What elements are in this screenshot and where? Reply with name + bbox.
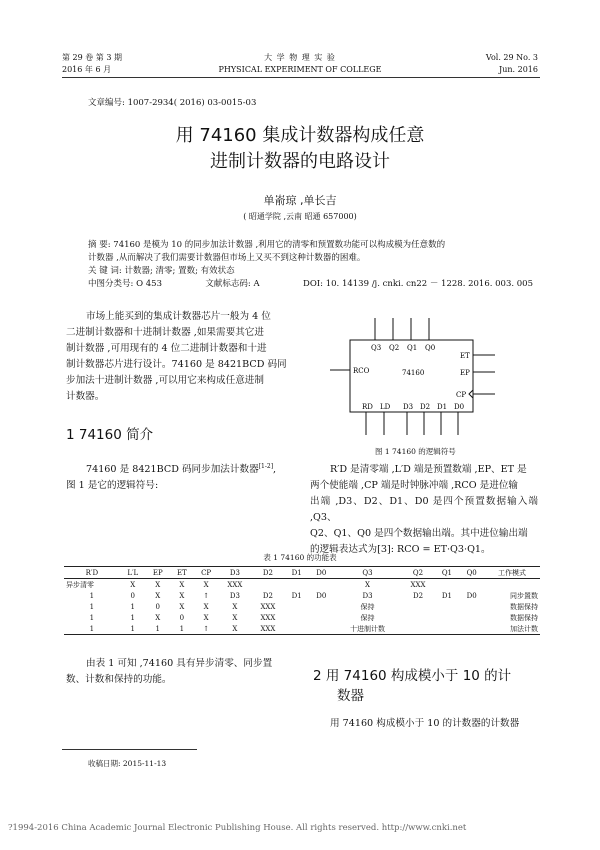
table-header-cell: CP: [201, 568, 212, 577]
pin-desc-line: R′D 是清零端 ,L′D 端是预置数端 ,EP、ET 是: [330, 464, 527, 475]
journal-name-cn: 大 学 物 理 实 验: [264, 53, 336, 62]
table-cell: [402, 623, 435, 635]
table-cell: [459, 579, 484, 591]
table-cell: [459, 623, 484, 635]
logic-symbol-figure: [320, 310, 520, 445]
table-cell: [309, 612, 334, 623]
pin-ld-label: LD: [380, 403, 391, 411]
table-cell: XXX: [260, 602, 276, 611]
table-cell: X: [203, 580, 209, 589]
intro-line: 市场上能买到的集成计数器芯片一般为 4 位: [86, 311, 271, 322]
section-2-title: [313, 666, 543, 706]
table-cell: D2: [412, 591, 424, 600]
table-cell: ↑: [203, 591, 210, 600]
clc-label: 中图分类号:: [88, 279, 134, 289]
table-cell: 1: [130, 602, 135, 611]
clock-triangle: [469, 390, 473, 398]
authors: 单嵛琼 ,单长吉: [263, 194, 337, 207]
pin-desc-line: 的逻辑表达式为[3]: RCO = ET·Q3·Q1。: [310, 544, 491, 555]
intro-line: 制计数器芯片进行设计。74160 是 8421BCD 码同: [66, 359, 287, 370]
table-row: [64, 601, 540, 612]
doc-code-value: A: [253, 279, 260, 289]
table-cell: X: [155, 591, 161, 600]
abstract-label: 摘 要:: [88, 240, 111, 250]
table-cell: XXX: [260, 624, 276, 633]
footnote-rule: [62, 749, 197, 750]
table-cell: 1: [89, 624, 95, 633]
table-cell: XXX: [260, 613, 276, 622]
section-1-title: 1 74160 简介: [66, 427, 154, 443]
keywords: 计数器; 清零; 置数; 有效状态: [124, 266, 235, 276]
table-cell: [402, 612, 435, 623]
pin-rco-label: RCO: [353, 367, 370, 375]
pin-desc-line: 出端 ,D3、D2、D1、D0 是四个预置数据输入端 ,Q3、: [310, 496, 538, 523]
pin-ep-label: EP: [460, 369, 470, 377]
table-header-cell: Q0: [466, 568, 477, 577]
table-header-cell: D0: [316, 568, 327, 577]
abstract-text: 74160 是模为 10 的同步加法计数器 ,利用它的清零和预置数功能可以构成模为任意数的: [113, 240, 446, 250]
pin-d0-label: D0: [454, 403, 465, 411]
section-1-text: [66, 459, 306, 494]
table-cell: [459, 612, 484, 623]
affiliation: ( 昭通学院 ,云南 昭通 657000): [243, 212, 357, 221]
table-row: [64, 590, 540, 601]
table-cell: 1: [89, 591, 95, 600]
abstract-text-cont: 计数器 ,从而解决了我们需要计数器但市场上又买不到这种计数器的困难。: [88, 253, 366, 263]
table-cell: ↑: [203, 624, 210, 633]
table-cell: D3: [229, 591, 240, 600]
table-cell: [309, 579, 334, 591]
table-header-cell: Q3: [362, 568, 373, 577]
table-cell: [435, 579, 460, 591]
pin-q0-label: Q0: [425, 344, 436, 352]
table-row: [64, 612, 540, 623]
table-cell: X: [155, 613, 161, 622]
doi-label: DOI:: [303, 279, 324, 289]
table-cell: 1: [89, 602, 95, 611]
table-cell: D1: [441, 591, 452, 600]
table-cell: 十进制计数: [350, 624, 386, 633]
table-cell: X: [232, 602, 238, 611]
pin-d3-label: D3: [403, 403, 414, 411]
article-number: 文章编号: 1007-2934( 2016) 03-0015-03: [88, 98, 257, 108]
table-cell: [284, 612, 309, 623]
table-summary-line-2: 数、计数和保持的功能。: [66, 674, 172, 685]
pin-d1-label: D1: [437, 403, 448, 411]
table-cell: [284, 601, 309, 612]
table-cell: X: [203, 602, 209, 611]
pin-q2-label: Q2: [389, 344, 400, 352]
pin-q3-label: Q3: [371, 344, 382, 352]
pin-q1-label: Q1: [407, 344, 418, 352]
pin-rd-label: RD: [362, 403, 373, 411]
table-caption: 表 1 74160 的功能表: [263, 553, 337, 562]
table-header-cell: D2: [262, 568, 273, 577]
table-cell: X: [179, 602, 185, 611]
table-cell: 0: [155, 602, 161, 611]
table-cell: 0: [179, 613, 185, 622]
table-cell: 同步置数: [510, 591, 538, 600]
pin-desc-line: Q2、Q1、Q0 是四个数据输出端。其中进位输出端: [310, 528, 528, 539]
journal-vol-en: Vol. 29 No. 3: [485, 53, 538, 62]
clc-value: O 453: [136, 279, 162, 289]
pin-description: [310, 462, 538, 558]
table-cell: [402, 601, 435, 612]
table-header-cell: EP: [152, 568, 163, 577]
table-cell: 0: [130, 591, 135, 600]
copyright-footer: ?1994-2016 China Academic Journal Electronic Publishing House. All rights reserved. http://www.cnki.net: [8, 823, 467, 833]
pin-cp-label: CP: [456, 391, 467, 399]
table-cell: 加法计数: [510, 624, 538, 633]
table-header-cell: R′D: [85, 568, 99, 577]
table-header-cell: 工作模式: [498, 568, 527, 577]
abstract: [88, 239, 548, 291]
intro-line: 步加法十进制计数器 ,可以用它来构成任意进制: [66, 375, 264, 386]
table-cell: [284, 579, 309, 591]
pin-desc-line: 两个使能端 ,CP 端是时钟脉冲端 ,RCO 是进位输: [310, 480, 519, 491]
table-header-cell: D3: [229, 568, 240, 577]
table-cell: [309, 601, 334, 612]
doi-value: 10. 14139 /j. cnki. cn22 － 1228. 2016. 003. 005: [325, 279, 533, 289]
table-cell: [435, 623, 460, 635]
table-cell: 数据保持: [510, 602, 538, 611]
table-header-cell: L′L: [127, 568, 139, 577]
section-2-title-line-1: 2 用 74160 构成模小于 10 的计: [313, 668, 512, 684]
table-cell: 1: [179, 624, 185, 633]
table-header-row: [64, 567, 540, 579]
table-cell: X: [179, 591, 185, 600]
table-cell: [459, 601, 484, 612]
header-rule: [62, 77, 540, 78]
table-cell: X: [232, 613, 238, 622]
title-line-1: 用 74160 集成计数器构成任意: [175, 125, 425, 146]
table-cell: 1: [130, 624, 135, 633]
table-cell: [284, 623, 309, 635]
journal-date: 2016 年 6 月: [62, 65, 112, 74]
table-summary: [66, 656, 306, 688]
intro-line: 计数器。: [66, 391, 105, 402]
table-cell: X: [203, 613, 209, 622]
chip-name: 74160: [402, 369, 425, 377]
section-1-text-a: 74160 是 8421BCD 码同步加法计数器: [86, 464, 259, 476]
table-cell: [251, 579, 284, 591]
table-cell: X: [155, 580, 161, 589]
section-1-text-comma: ,: [273, 464, 277, 476]
received-date: 收稿日期: 2015-11-13: [88, 759, 167, 768]
table-cell: [435, 601, 460, 612]
table-cell: 1: [130, 613, 135, 622]
table-header-cell: Q1: [441, 568, 453, 577]
title-line-2: 进制计数器的电路设计: [210, 151, 390, 172]
pin-d2-label: D2: [420, 403, 431, 411]
table-cell: X: [130, 580, 136, 589]
table-cell: XXX: [410, 580, 426, 589]
table-cell: D2: [262, 591, 273, 600]
table-cell: 1: [89, 613, 95, 622]
table-cell: 1: [155, 624, 161, 633]
intro-line: 制计数器 ,可用现有的 4 位二进制计数器和十进: [66, 343, 267, 354]
journal-volume: 第 29 卷 第 3 期: [62, 53, 122, 62]
table-header-cell: Q2: [412, 568, 424, 577]
table-cell: 保持: [360, 613, 375, 622]
table-cell: X: [365, 580, 370, 589]
table-cell: [309, 623, 334, 635]
table-cell: D0: [316, 591, 327, 600]
table-row: [64, 623, 540, 635]
table-summary-line-1: 由表 1 可知 ,74160 具有异步清零、同步置: [86, 658, 273, 669]
table-cell: [435, 612, 460, 623]
table-cell: 异步清零: [66, 580, 94, 589]
section-2-text: 用 74160 构成模小于 10 的计数器的计数器: [330, 718, 520, 729]
table-cell: 保持: [360, 602, 375, 611]
intro-line: 二进制计数器和十进制计数器 ,如果需要其它进: [66, 327, 264, 338]
table-cell: D1: [291, 591, 302, 600]
table-cell: D0: [466, 591, 477, 600]
journal-name-en: PHYSICAL EXPERIMENT OF COLLEGE: [218, 65, 382, 74]
table-cell: X: [179, 580, 185, 589]
table-row: [64, 579, 540, 591]
function-table: [64, 566, 540, 635]
journal-date-en: Jun. 2016: [499, 65, 538, 74]
table-cell: 数据保持: [510, 613, 538, 622]
section-1-text-b: 图 1 是它的逻辑符号:: [66, 480, 159, 492]
table-cell: D3: [362, 591, 373, 600]
table-cell: [484, 579, 540, 591]
pin-et-label: ET: [460, 352, 470, 360]
section-1-ref: [1-2]: [258, 463, 274, 470]
table-cell: X: [232, 624, 238, 633]
figure-caption: 图 1 74160 的逻辑符号: [375, 447, 456, 456]
intro-paragraph: [66, 309, 301, 405]
keywords-label: 关 键 词:: [88, 266, 122, 276]
section-2-title-line-2: 数器: [337, 688, 364, 704]
table-header-cell: ET: [176, 568, 187, 577]
doc-code-label: 文献标志码:: [205, 279, 251, 289]
table-cell: XXX: [227, 580, 243, 589]
table-header-cell: D1: [291, 568, 302, 577]
